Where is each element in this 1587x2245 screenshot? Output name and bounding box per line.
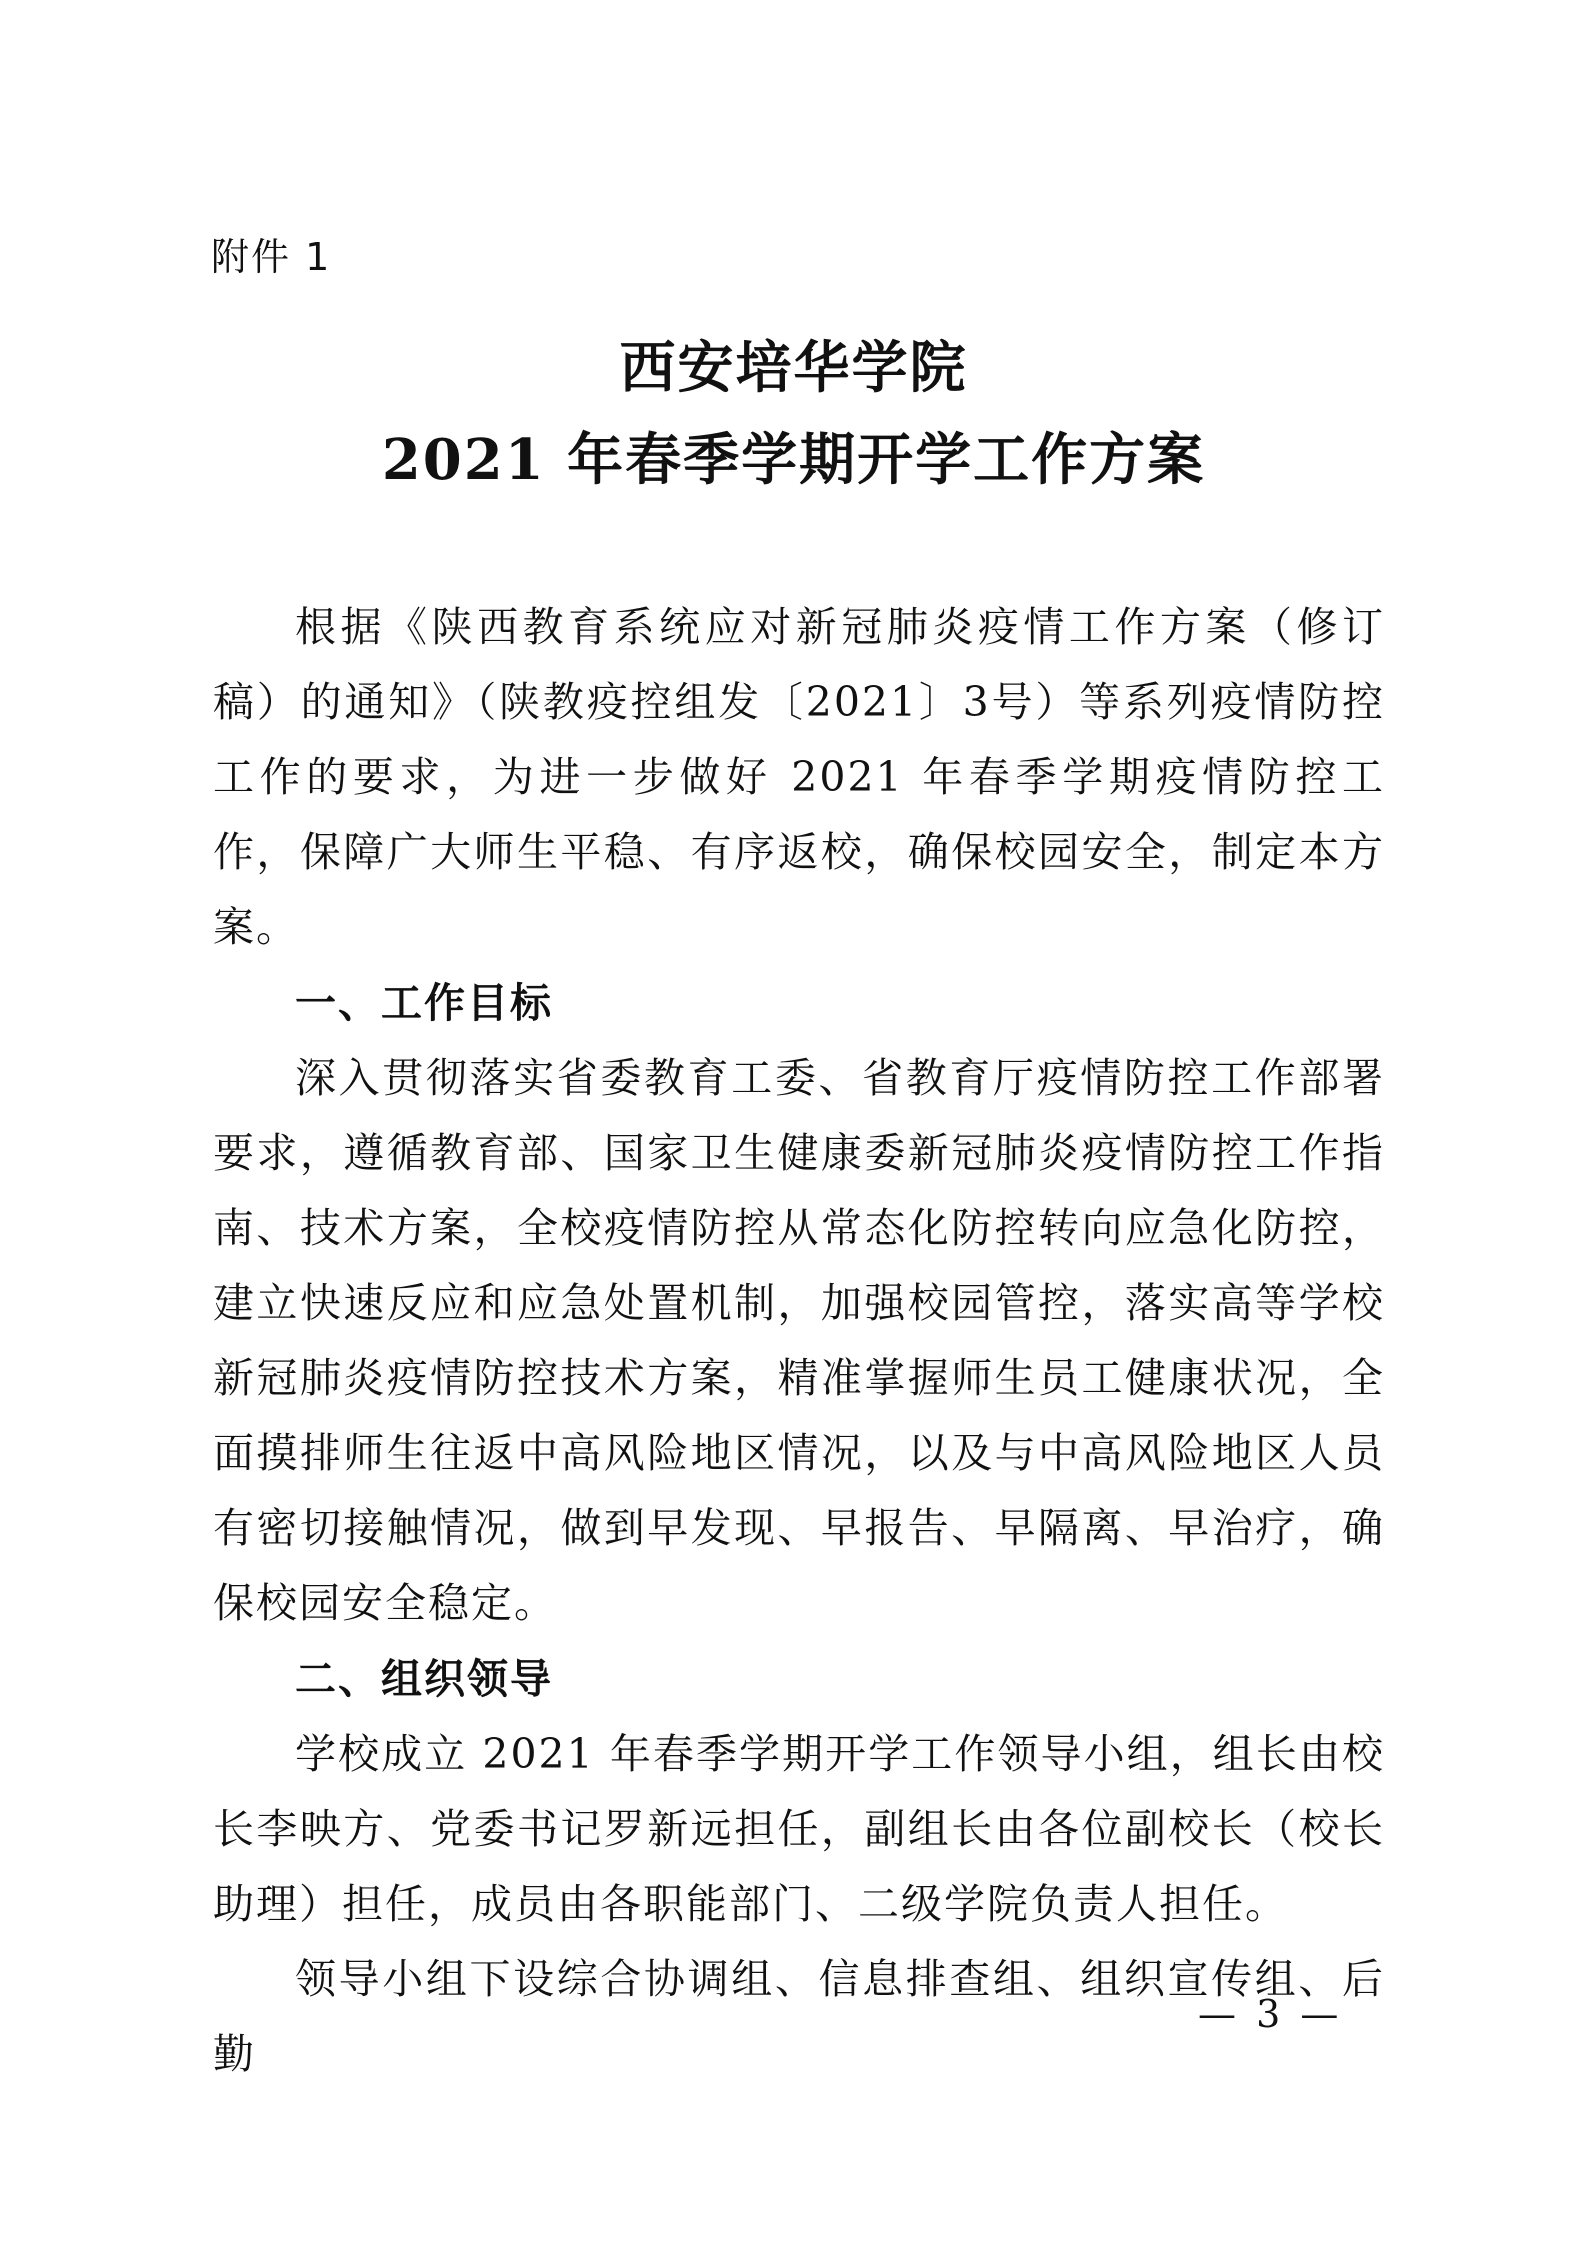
document-title-line-2: 2021 年春季学期开学工作方案 [381,427,1206,493]
subgroups-paragraph: 领导小组下设综合协调组、信息排查组、组织宣传组、后勤 [213,1955,1385,2078]
document-title-line-1: 西安培华学院 [619,335,968,401]
document-body [213,590,1385,2092]
section-heading-work-goals: 一、工作目标 [295,979,553,1027]
attachment-label: 附件 1 [211,235,332,279]
page-number: — 3 — [1198,1992,1343,2036]
organization-paragraph: 学校成立 2021 年春季学期开学工作领导小组，组长由校长李映方、党委书记罗新远担任，副组长由各位副校长（校长助理）担任，成员由各职能部门、二级学院负责人担任。 [213,1730,1385,1928]
work-goals-paragraph: 深入贯彻落实省委教育工委、省教育厅疫情防控工作部署要求，遵循教育部、国家卫生健康委新冠肺炎疫情防控工作指南、技术方案，全校疫情防控从常态化防控转向应急化防控，建立快速反应和应急处置机制，加强校园管控，落实高等学校新冠肺炎疫情防控技术方案，精准掌握师生员工健康状况，全面摸排师生往返中高风险地区情况，以及与中高风险地区人员有密切接触情况，做到早发现、早报告、早隔离、早治疗，确保校园安全稳定。 [213,1054,1385,1627]
intro-paragraph: 根据《陕西教育系统应对新冠肺炎疫情工作方案（修订稿）的通知》（陕教疫控组发〔2021〕3号）等系列疫情防控工作的要求，为进一步做好 2021 年春季学期疫情防控工作，保障广大师生平稳、有序返校，确保校园安全，制定本方案。 [213,603,1385,951]
section-heading-organization: 二、组织领导 [295,1655,553,1703]
